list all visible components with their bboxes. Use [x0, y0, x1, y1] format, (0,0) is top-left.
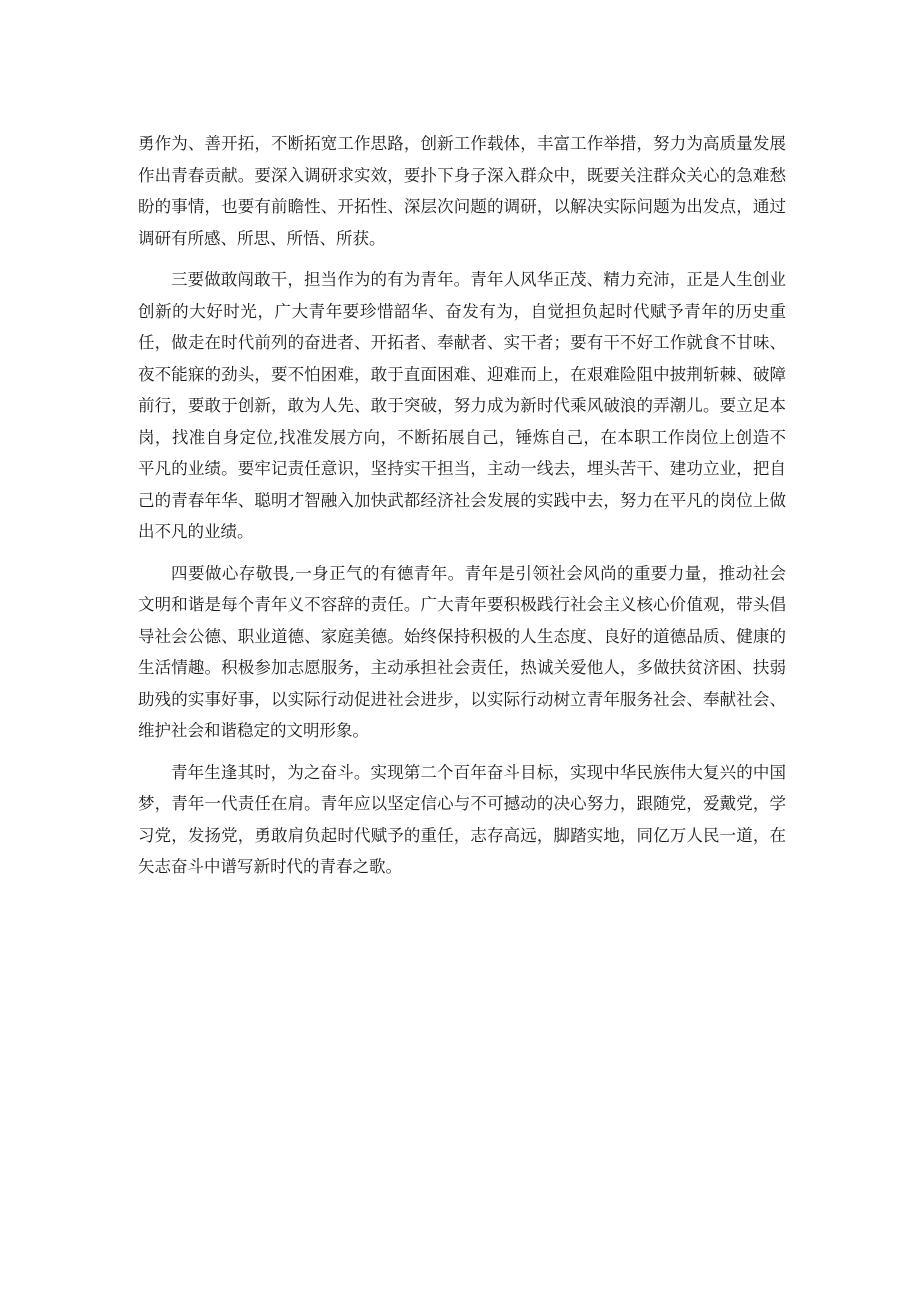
document-body	[138, 128, 786, 893]
paragraph-conclusion: 青年生逢其时，为之奋斗。实现第二个百年奋斗目标，实现中华民族伟大复兴的中国梦，青年一代责任在肩。青年应以坚定信心与不可撼动的决心努力，跟随党，爱戴党，学习党，发扬党，勇敢肩负起时代赋予的重任，志存高远，脚踏实地，同亿万人民一道，在矢志奋斗中谱写新时代的青春之歌。	[138, 762, 786, 876]
paragraph-three: 三要做敢闯敢干，担当作为的有为青年。青年人风华正茂、精力充沛，正是人生创业创新的大好时光，广大青年要珍惜韶华、奋发有为，自觉担负起时代赋予青年的历史重任，做走在时代前列的奋进者、开拓者、奉献者、实干者；要有干不好工作就食不甘味、夜不能寐的劲头，要不怕困难，敢于直面困难、迎难而上，在艰难险阻中披荆斩棘、破障前行，要敢于创新，敢为人先、敢于突破，努力成为新时代乘风破浪的弄潮儿。要立足本岗，找准自身定位,找准发展方向，不断拓展自己，锤炼自己，在本职工作岗位上创造不平凡的业绩。要牢记责任意识，坚持实干担当，主动一线去，埋头苦干、建功立业，把自己的青春年华、聪明才智融入加快武都经济社会发展的实践中去，努力在平凡的岗位上做出不凡的业绩。	[138, 270, 786, 541]
paragraph-continued: 勇作为、善开拓，不断拓宽工作思路，创新工作载体，丰富工作举措，努力为高质量发展作出青春贡献。要深入调研求实效，要扑下身子深入群众中，既要关注群众关心的急难愁盼的事情，也要有前瞻性、开拓性、深层次问题的调研，以解决实际问题为出发点，通过调研有所感、所思、所悟、所获。	[138, 134, 786, 248]
paragraph-four: 四要做心存敬畏,一身正气的有德青年。青年是引领社会风尚的重要力量，推动社会文明和谐是每个青年义不容辞的责任。广大青年要积极践行社会主义核心价值观，带头倡导社会公德、职业道德、家庭美德。始终保持积极的人生态度、良好的道德品质、健康的生活情趣。积极参加志愿服务，主动承担社会责任，热诚关爱他人，多做扶贫济困、扶弱助残的实事好事，以实际行动促进社会进步，以实际行动树立青年服务社会、奉献社会、维护社会和谐稳定的文明形象。	[138, 563, 786, 740]
